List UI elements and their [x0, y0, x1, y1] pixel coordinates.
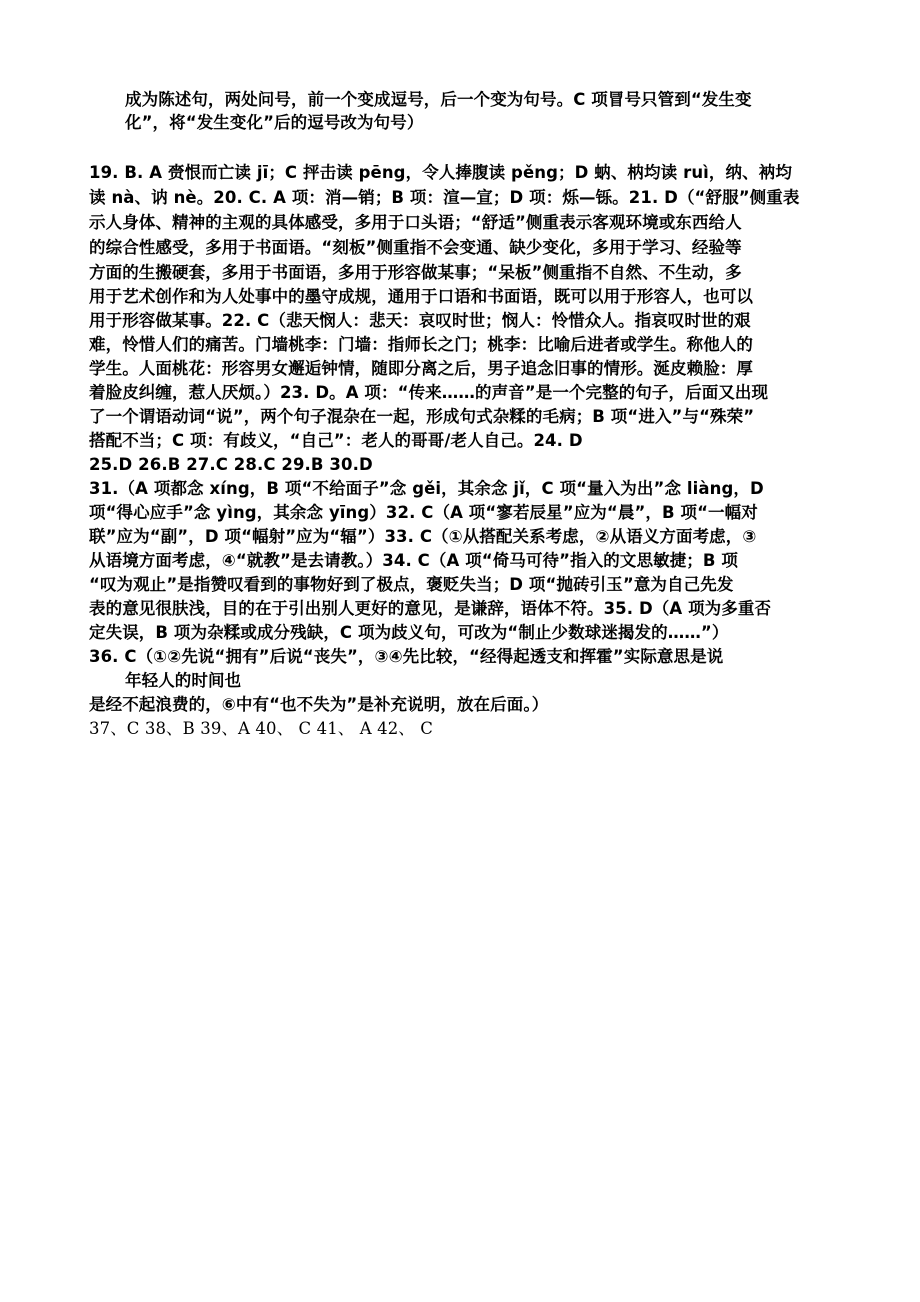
text-line: 成为陈述句，两处问号，前一个变成逗号，后一个变为句号。C 项冒号只管到“发生变	[125, 90, 752, 109]
text-line: 的综合性感受，多用于书面语。“刻板”侧重指不会变通、缺少变化，多用于学习、经验等	[89, 238, 742, 257]
text-line: 19. B. A 赍恨而亡读 jī；C 抨击读 pēng，令人捧腹读 pěng；D 蚋、枘均读 ruì，纳、衲均	[89, 163, 792, 182]
text-line: 方面的生搬硬套，多用于书面语，多用于形容做某事；“呆板”侧重指不自然、不生动，多	[89, 263, 742, 282]
text-line: 是经不起浪费的，⑥中有“也不失为”是补充说明，放在后面。）	[89, 695, 549, 714]
text-line: 定失误，B 项为杂糅或成分残缺，C 项为歧义句，可改为“制止少数球迷揭发的……”）	[89, 623, 729, 642]
text-line: 31.（A 项都念 xíng，B 项“不给面子”念 gěi，其余念 jǐ，C 项“量入为出”念 liàng，D	[89, 479, 764, 498]
text-line: 25.D 26.B 27.C 28.C 29.B 30.D	[89, 455, 373, 474]
text-line: 了一个谓语动词“说”，两个句子混杂在一起，形成句式杂糅的毛病；B 项“进入”与“殊荣”	[89, 407, 755, 426]
text-line: 项“得心应手”念 yìng，其余念 yīng）32. C（A 项“寥若辰星”应为“晨”，B 项“一幅对	[89, 503, 758, 522]
text-line: 难，怜惜人们的痛苦。门墙桃李：门墙：指师长之门；桃李：比喻后进者或学生。称他人的	[89, 335, 753, 354]
text-line: 从语境方面考虑，④“就教”是去请教。）34. C（A 项“倚马可待”指入的文思敏捷；B 项	[89, 551, 739, 570]
text-line: 用于艺术创作和为人处事中的墨守成规，通用于口语和书面语，既可以用于形容人，也可以	[89, 287, 753, 306]
text-line: 读 nà、讷 nè。20. C. A 项：消—销；B 项：渲—宣；D 项：烁—铄。21. D（“舒服”侧重表	[89, 188, 800, 207]
text-line: 示人身体、精神的主观的具体感受，多用于口头语；“舒适”侧重表示客观环境或东西给人	[89, 213, 742, 232]
text-line: 36. C（①②先说“拥有”后说“丧失”，③④先比较，“经得起透支和挥霍”实际意思是说	[89, 647, 724, 666]
text-line: 学生。人面桃花：形容男女邂逅钟情，随即分离之后，男子追念旧事的情形。涎皮赖脸：厚	[89, 359, 753, 378]
text-line: 37、C 38、B 39、A 40、 C 41、 A 42、 C	[89, 719, 433, 738]
text-line: 表的意见很肤浅，目的在于引出别人更好的意见，是谦辞，语体不符。35. D（A 项为多重否	[89, 599, 772, 618]
text-line: 搭配不当；C 项：有歧义，“自己”：老人的哥哥/老人自己。24. D	[89, 431, 583, 450]
text-line: 年轻人的时间也	[125, 671, 242, 690]
text-line: 用于形容做某事。22. C（悲天悯人：悲天：哀叹时世；悯人：怜惜众人。指哀叹时世的艰	[89, 311, 751, 330]
text-line: 化”，将“发生变化”后的逗号改为句号）	[125, 113, 424, 132]
text-line: 联”应为“副”，D 项“幅射”应为“辐”）33. C（①从搭配关系考虑，②从语义方面考虑，③	[89, 527, 757, 546]
text-line: “叹为观止”是指赞叹看到的事物好到了极点，褒贬失当；D 项“抛砖引玉”意为自己先发	[89, 575, 734, 594]
text-line: 着脸皮纠缠，惹人厌烦。）23. D。A 项：“传来……的声音”是一个完整的句子，后面又出现	[89, 383, 769, 402]
